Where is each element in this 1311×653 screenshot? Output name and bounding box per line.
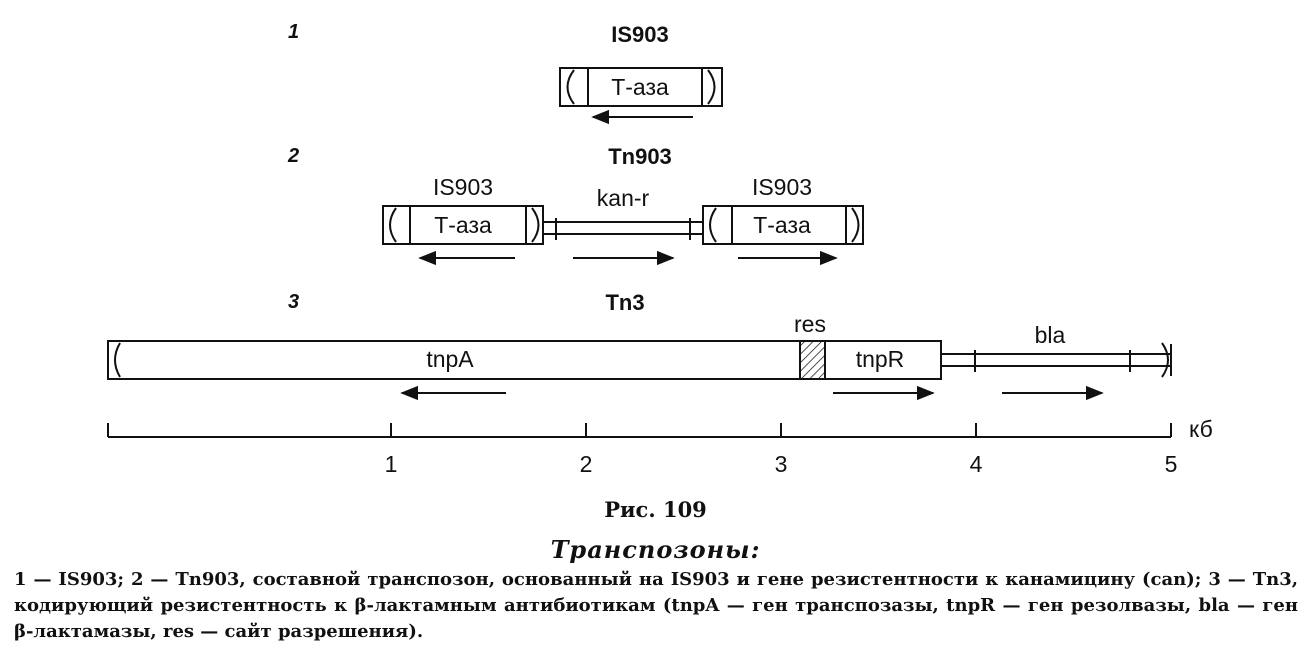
left-is903-label: IS903 <box>432 174 494 200</box>
scale-unit: кб <box>1189 416 1213 442</box>
right-is903-label: IS903 <box>751 174 813 200</box>
transposase-label: Т-аза <box>611 74 669 100</box>
panel-3-title: Tn3 <box>605 290 645 315</box>
bla-label: bla <box>1034 322 1066 348</box>
tnpR-label: tnpR <box>855 346 905 372</box>
panel-2-number: 2 <box>288 145 300 167</box>
scale-bar <box>108 416 1213 477</box>
kan-r-label: kan-r <box>596 185 650 211</box>
panel-1-title: IS903 <box>611 22 669 47</box>
figure-title: Транспозоны: <box>550 535 761 564</box>
right-transposase-label: Т-аза <box>753 212 811 238</box>
scale-label-2: 2 <box>579 451 593 477</box>
panel-2-title: Tn903 <box>608 144 672 169</box>
left-transposase-label: Т-аза <box>434 212 492 238</box>
scale-label-3: 3 <box>774 451 788 477</box>
scale-label-1: 1 <box>384 451 398 477</box>
bla-gene <box>941 343 1171 377</box>
panel-3-number: 3 <box>288 291 300 313</box>
kan-r-gene <box>543 218 703 240</box>
res-label: res <box>794 311 826 337</box>
panel-1 <box>288 21 722 117</box>
scale-label-4: 4 <box>969 451 983 477</box>
tnpR-gene <box>825 341 941 379</box>
scale-label-5: 5 <box>1164 451 1178 477</box>
panel-2 <box>287 144 863 258</box>
panel-1-number: 1 <box>288 21 300 43</box>
tnpA-label: tnpA <box>426 346 474 372</box>
figure-number: Рис. 109 <box>604 497 707 522</box>
right-is903-element <box>703 206 863 244</box>
left-is903-element <box>383 206 543 244</box>
tnpA-gene <box>108 341 800 379</box>
res-site <box>800 341 825 379</box>
figure-caption: 1 — IS903; 2 — Tn903, составной транспозон, основанный на IS903 и гене резистентности к канамицину (can); 3 — Tn3, кодирующий резистентность к β-лактамным антибиотикам (tnpA — ген транспозазы, tnpR — ген резолвазы, bla — ген β-лактамазы, res — сайт разрешения). <box>14 569 1298 642</box>
panel-3 <box>108 290 1171 393</box>
is903-element <box>560 68 722 106</box>
